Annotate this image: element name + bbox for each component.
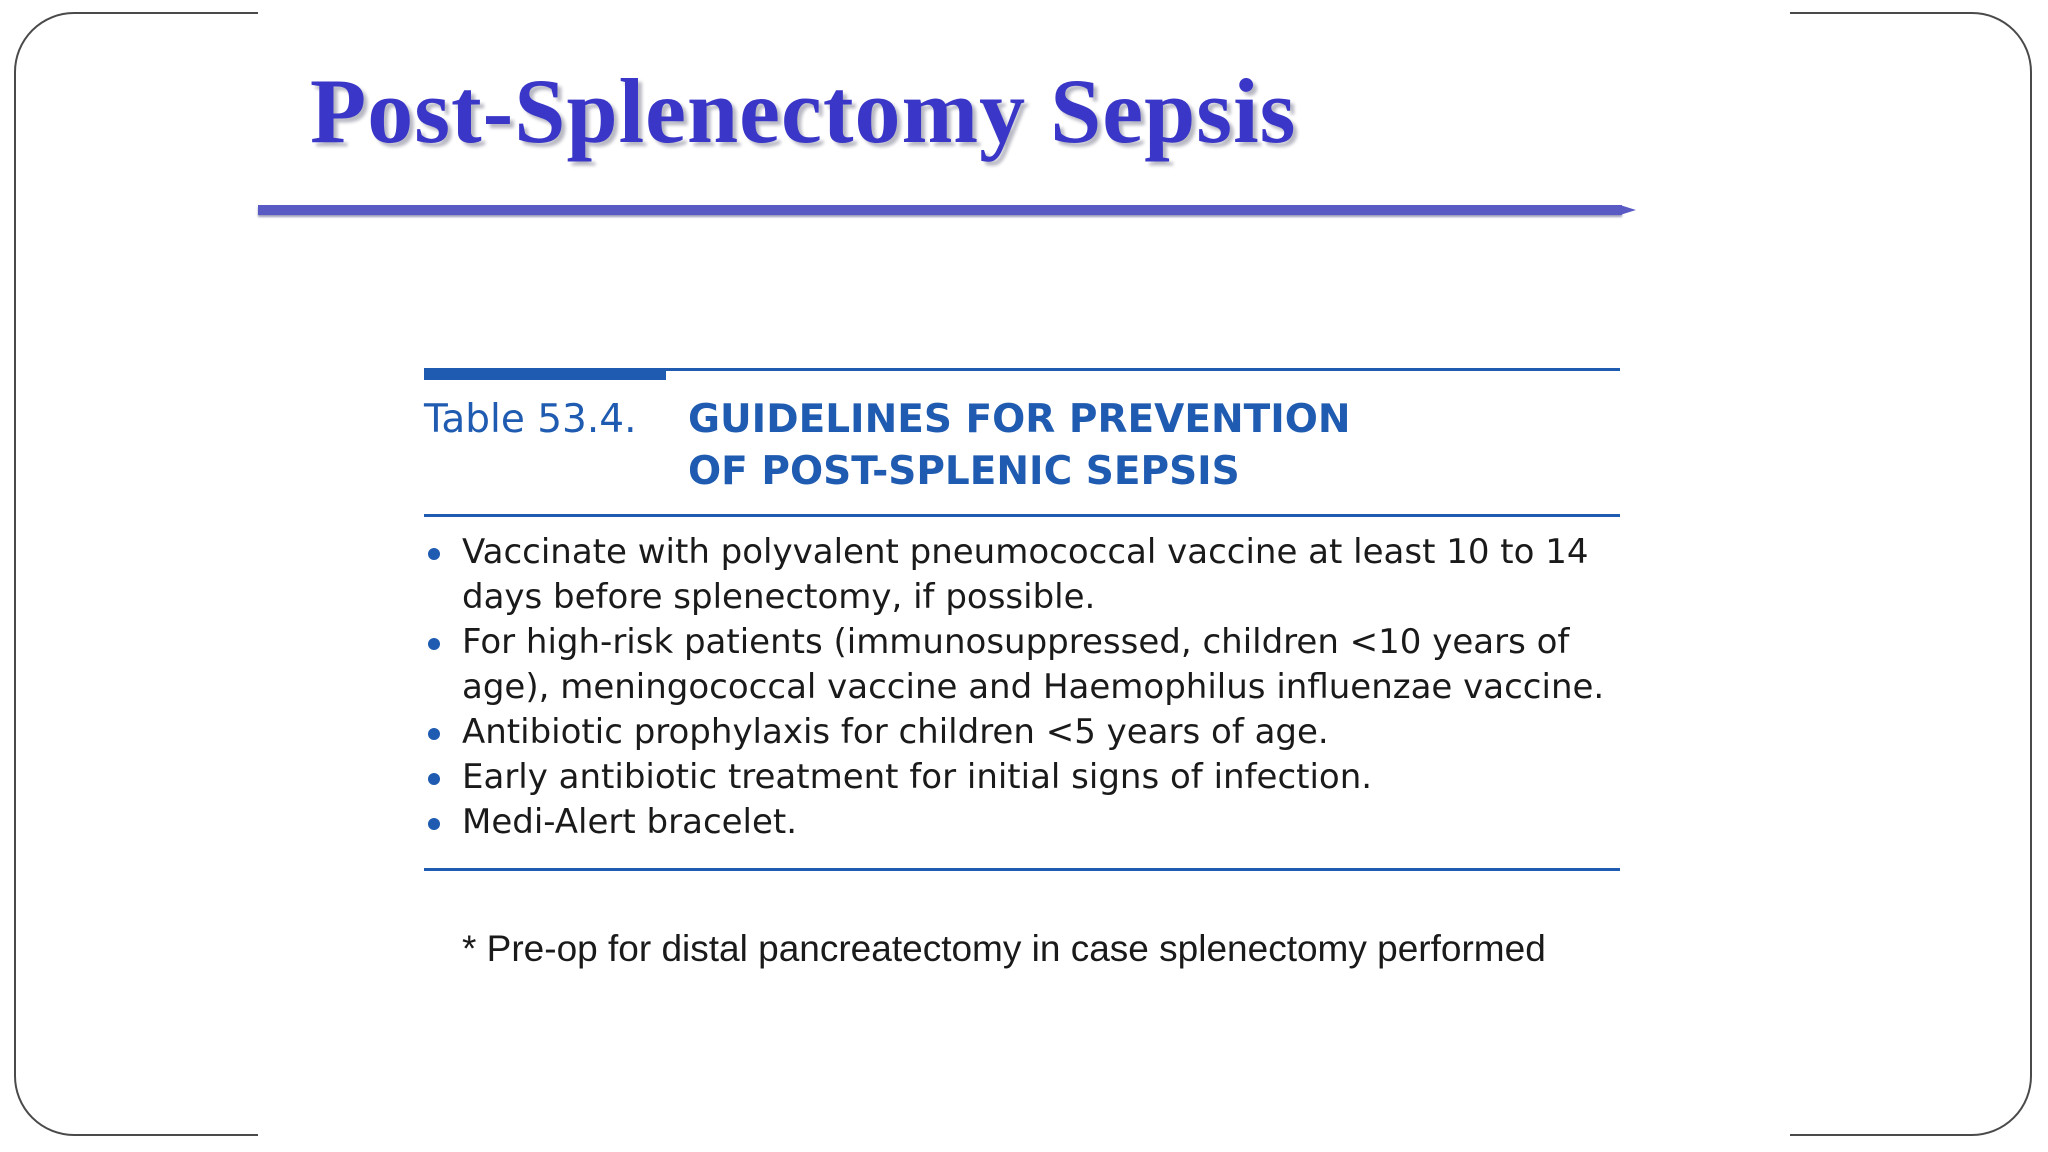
bullet-icon [428,818,440,830]
bullet-icon [428,638,440,650]
bullet-icon [428,548,440,560]
frame-gap-bottom [258,1131,1790,1139]
table-title [688,394,1588,498]
bullet-icon [428,728,440,740]
guideline-text: For high-risk patients (immunosuppressed, children <10 years of age), meningococcal vaccine and Haemophilus influenzae vaccine. [462,622,1605,707]
guideline-list [424,530,1620,845]
guideline-item [424,710,1620,755]
guideline-item [424,755,1620,800]
table-top-accent [424,368,666,380]
frame-gap-top [258,9,1790,17]
guideline-item [424,800,1620,845]
table-number: Table 53.4. [424,397,637,442]
slide-title: Post-Splenectomy Sepsis [310,60,1297,162]
table-title-line-1: GUIDELINES FOR PREVENTION [688,397,1351,442]
table-bottom-rule [424,868,1620,871]
guideline-item [424,620,1620,710]
guideline-text: Vaccinate with polyvalent pneumococcal vaccine at least 10 to 14 days before splenectomy, if possible. [462,532,1589,617]
table-title-line-2: OF POST-SPLENIC SEPSIS [688,449,1240,494]
guideline-text: Medi-Alert bracelet. [462,802,798,842]
title-underline-tip [1620,205,1636,215]
guideline-item [424,530,1620,620]
footnote: * Pre-op for distal pancreatectomy in case splenectomy performed [462,928,1546,969]
title-underline [258,205,1622,215]
guideline-text: Early antibiotic treatment for initial signs of infection. [462,757,1373,797]
guideline-text: Antibiotic prophylaxis for children <5 years of age. [462,712,1329,752]
table-header-rule [424,514,1620,517]
bullet-icon [428,773,440,785]
